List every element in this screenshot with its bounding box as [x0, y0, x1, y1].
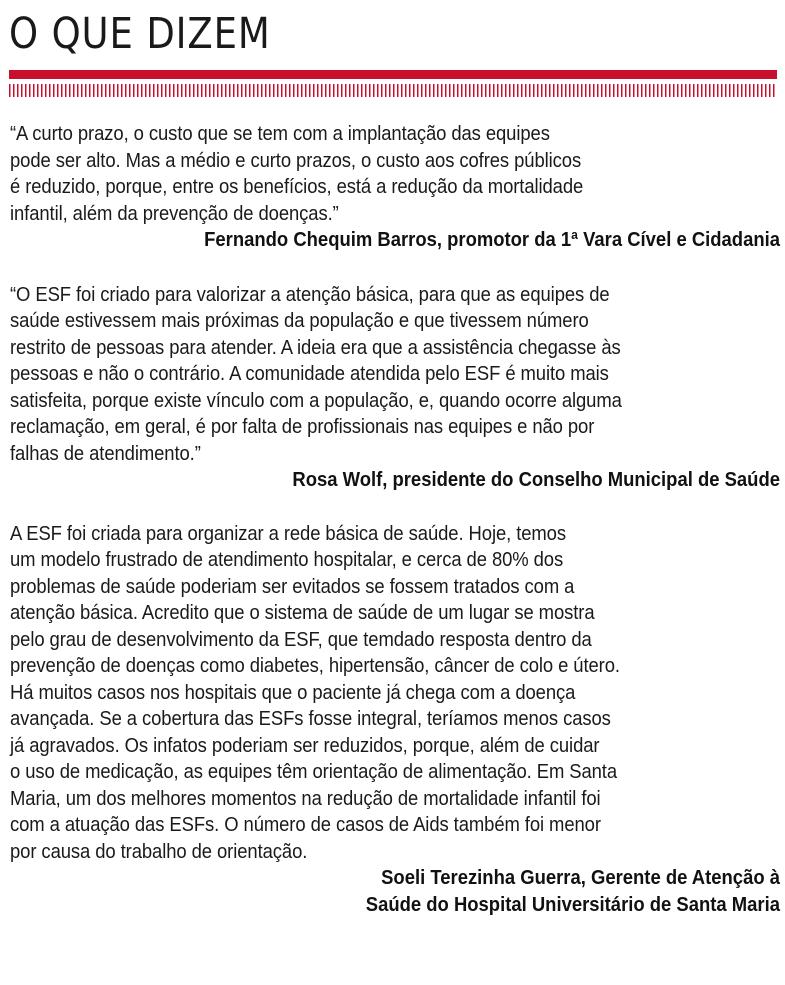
quote-line: pode ser alto. Mas a médio e curto prazos, o custo aos cofres públicos [10, 148, 582, 172]
quote-line: infantil, além da prevenção de doenças.” [10, 201, 339, 225]
quote-line: “O ESF foi criado para valorizar a atenção básica, para que as equipes de [10, 282, 610, 306]
spacer [10, 494, 780, 521]
quote-block-2 [10, 282, 780, 494]
quote-text-2 [10, 282, 780, 468]
title-rule-ticks [9, 84, 777, 97]
quote-block-1 [10, 121, 780, 254]
quote-block-3 [10, 521, 780, 919]
quote-line: o uso de medicação, as equipes têm orientação de alimentação. Em Santa [10, 760, 618, 783]
quote-line: “A curto prazo, o custo que se tem com a implantação das equipes [10, 122, 550, 145]
title-rule-bar [9, 70, 777, 79]
quote-line: satisfeita, porque existe vínculo com a população, e, quando ocorre alguma [10, 388, 622, 412]
attribution-line: Fernando Chequim Barros, promotor da 1ª Vara Cível e Cidadania [204, 228, 781, 251]
quote-line: por causa do trabalho de orientação. [10, 839, 308, 863]
quote-line: pelo grau de desenvolvimento da ESF, que temdado resposta dentro da [10, 627, 592, 651]
quote-text-1 [10, 121, 780, 227]
quote-line: com a atuação das ESFs. O número de casos de Aids também foi menor [10, 813, 601, 836]
attribution-line: Rosa Wolf, presidente do Conselho Municipal de Saúde [292, 468, 780, 491]
quotes-container [10, 121, 780, 918]
quote-text-3 [10, 521, 780, 866]
quote-line: reclamação, em geral, é por falta de profissionais nas equipes e não por [10, 415, 595, 438]
quote-line: atenção básica. Acredito que o sistema de saúde de um lugar se mostra [10, 601, 595, 624]
quote-line: problemas de saúde poderiam ser evitados se fossem tratados com a [10, 574, 575, 598]
section-title: O QUE DIZEM [9, 9, 271, 59]
quote-line: um modelo frustrado de atendimento hospitalar, e cerca de 80% dos [10, 548, 564, 571]
attribution-line: Soeli Terezinha Guerra, Gerente de Atenção à [381, 866, 780, 889]
spacer [10, 254, 780, 282]
quote-line: Maria, um dos melhores momentos na redução de mortalidade infantil foi [10, 786, 601, 810]
quote-line: A ESF foi criada para organizar a rede básica de saúde. Hoje, temos [10, 521, 566, 545]
quote-line: falhas de atendimento.” [10, 441, 201, 465]
quote-attribution-3 [10, 865, 780, 918]
attribution-line: Saúde do Hospital Universitário de Santa Maria [365, 892, 780, 916]
quote-attribution-1 [10, 227, 780, 254]
quote-line: pessoas e não o contrário. A comunidade atendida pelo ESF é muito mais [10, 362, 609, 385]
quote-line: já agravados. Os infatos poderiam ser reduzidos, porque, além de cuidar [10, 733, 600, 757]
quote-line: saúde estivessem mais próximas da população e que tivessem número [10, 309, 589, 332]
quote-line: prevenção de doenças como diabetes, hipertensão, câncer de colo e útero. [10, 654, 620, 677]
quote-line: restrito de pessoas para atender. A ideia era que a assistência chegasse às [10, 335, 621, 359]
quote-line: é reduzido, porque, entre os benefícios, está a redução da mortalidade [10, 175, 584, 198]
quote-line: Há muitos casos nos hospitais que o paciente já chega com a doença [10, 680, 576, 704]
quote-line: avançada. Se a cobertura das ESFs fosse integral, teríamos menos casos [10, 707, 611, 730]
quote-attribution-2 [10, 467, 780, 494]
